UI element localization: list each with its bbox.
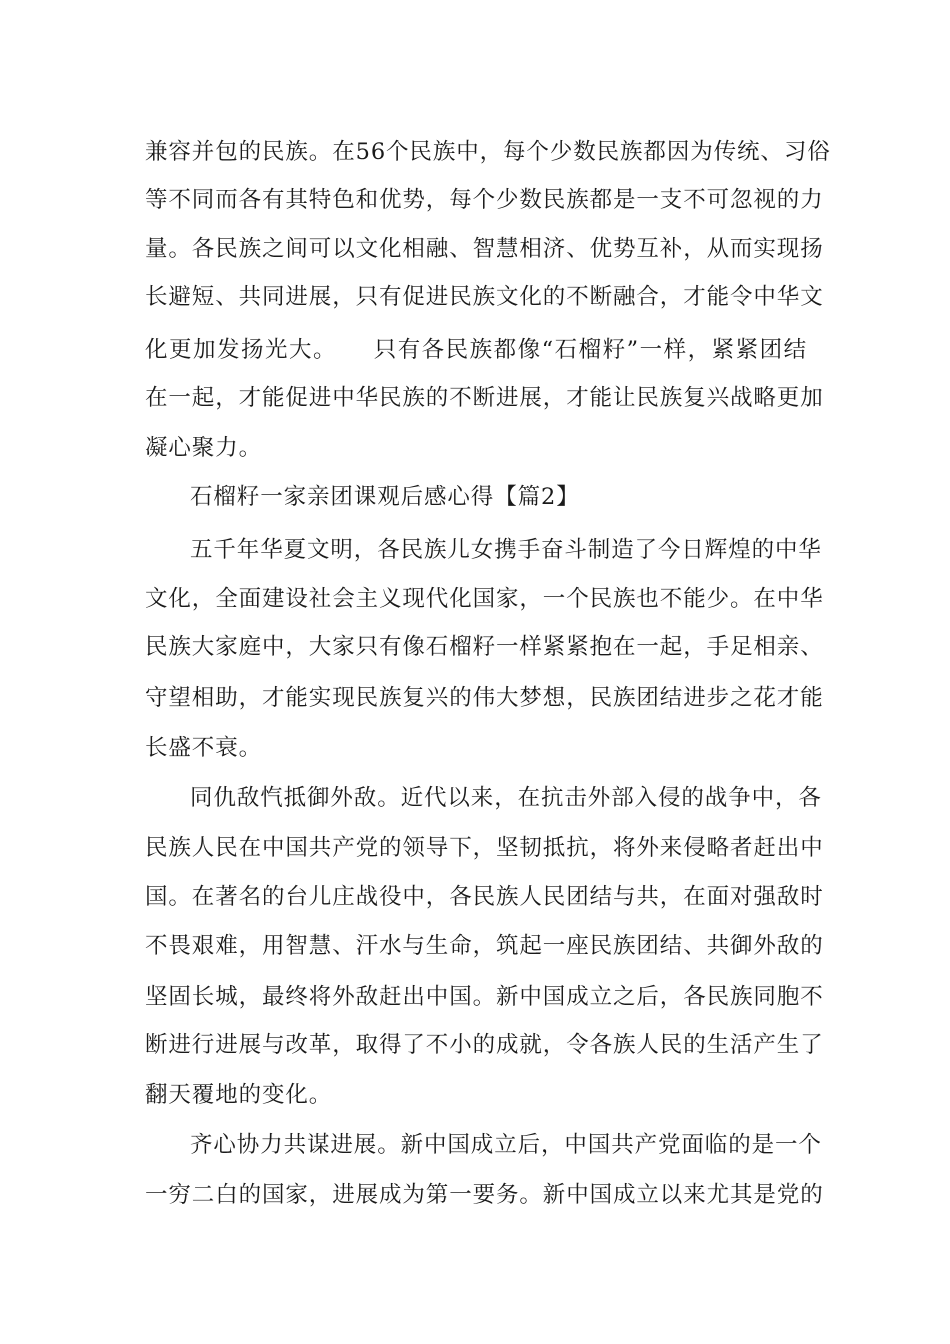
section-heading: 石榴籽一家亲团课观后感心得【篇2】 xyxy=(190,484,580,510)
paragraph-line: 在一起，才能促进中华民族的不断进展，才能让民族复兴战略更加 xyxy=(145,385,824,411)
paragraph-line: 翻天覆地的变化。 xyxy=(145,1082,333,1108)
paragraph-line: 等不同而各有其特色和优势，每个少数民族都是一支不可忽视的力 xyxy=(145,187,824,213)
paragraph-line: 守望相助，才能实现民族复兴的伟大梦想，民族团结进步之花才能 xyxy=(145,685,824,711)
paragraph-line: 民族大家庭中，大家只有像石榴籽一样紧紧抱在一起，手足相亲、 xyxy=(145,634,824,660)
document-body xyxy=(145,0,831,1344)
paragraph-line: 凝心聚力。 xyxy=(145,435,263,461)
paragraph-line: 国。在著名的台儿庄战役中，各民族人民团结与共，在面对强敌时 xyxy=(145,884,824,910)
paragraph-line: 五千年华夏文明，各民族儿女携手奋斗制造了今日辉煌的中华 xyxy=(190,537,822,563)
paragraph-line: 断进行进展与改革，取得了不小的成就，令各族人民的生活产生了 xyxy=(145,1032,824,1058)
paragraph-line: 文化，全面建设社会主义现代化国家，一个民族也不能少。在中华 xyxy=(145,586,824,612)
paragraph-line: 同仇敌忾抵御外敌。近代以来，在抗击外部入侵的战争中，各 xyxy=(190,785,822,811)
paragraph-line: 长盛不衰。 xyxy=(145,735,263,761)
paragraph-line: 长避短、共同进展，只有促进民族文化的不断融合，才能令中华文 xyxy=(145,284,824,310)
paragraph-line: 化更加发扬光大。 只有各民族都像“石榴籽”一样，紧紧团结 xyxy=(145,337,807,363)
paragraph-line: 齐心协力共谋进展。新中国成立后，中国共产党面临的是一个 xyxy=(190,1132,822,1158)
paragraph-line: 民族人民在中国共产党的领导下，坚韧抵抗，将外来侵略者赶出中 xyxy=(145,835,824,861)
paragraph-line: 量。各民族之间可以文化相融、智慧相济、优势互补，从而实现扬 xyxy=(145,236,824,262)
paragraph-line: 一穷二白的国家，进展成为第一要务。新中国成立以来尤其是党的 xyxy=(145,1182,824,1208)
paragraph-line: 坚固长城，最终将外敌赶出中国。新中国成立之后，各民族同胞不 xyxy=(145,984,824,1010)
paragraph-line: 兼容并包的民族。在56个民族中，每个少数民族都因为传统、习俗 xyxy=(145,139,831,165)
paragraph-line: 不畏艰难，用智慧、汗水与生命，筑起一座民族团结、共御外敌的 xyxy=(145,933,824,959)
